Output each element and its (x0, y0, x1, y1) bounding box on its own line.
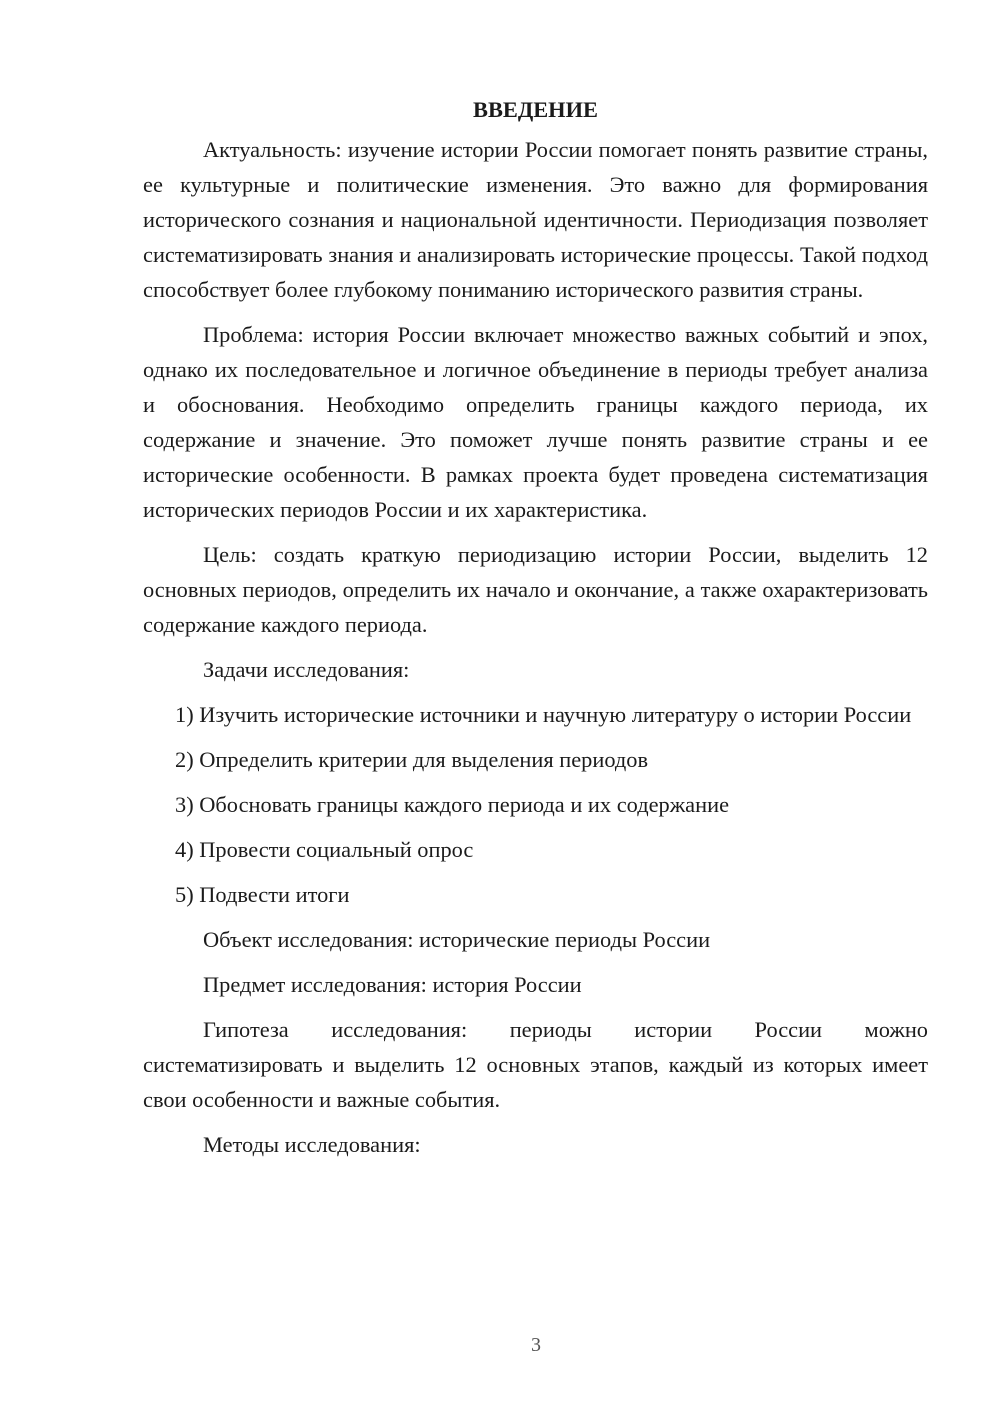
task-item-3: 3) Обосновать границы каждого периода и их содержание (175, 792, 730, 817)
goal-paragraph: Цель: создать краткую периодизацию истории России, выделить 12 основных периодов, определить их начало и окончание, а также охарактеризовать содержание каждого периода. (143, 542, 928, 637)
methods-heading: Методы исследования: (203, 1132, 421, 1157)
hypothesis-paragraph: Гипотеза исследования: периоды истории России можно систематизировать и выделить 12 основных этапов, каждый из которых имеет свои особенности и важные события. (143, 1017, 928, 1112)
section-title: ВВЕДЕНИЕ (473, 97, 598, 122)
problem-paragraph: Проблема: история России включает множество важных событий и эпох, однако их последовательное и логичное объединение в периоды требует анализа и обоснования. Необходимо определить границы каждого периода, их содержание и значение. Это поможет лучше понять развитие страны и ее исторические особенности. В рамках проекта будет проведена систематизация исторических периодов России и их характеристика. (143, 322, 928, 522)
task-item-5: 5) Подвести итоги (175, 882, 350, 907)
subject-paragraph: Предмет исследования: история России (203, 972, 582, 997)
object-paragraph: Объект исследования: исторические периоды России (203, 927, 711, 952)
page-body (143, 92, 928, 1172)
relevance-paragraph: Актуальность: изучение истории России помогает понять развитие страны, ее культурные и политические изменения. Это важно для формирования исторического сознания и национальной идентичности. Периодизация позволяет систематизировать знания и анализировать исторические процессы. Такой подход способствует более глубокому пониманию исторического развития страны. (143, 137, 928, 302)
task-item-1: 1) Изучить исторические источники и научную литературу о истории России (175, 702, 912, 727)
task-item-4: 4) Провести социальный опрос (175, 837, 474, 862)
task-item-2: 2) Определить критерии для выделения периодов (175, 747, 649, 772)
tasks-list (143, 697, 928, 912)
page-number: 3 (531, 1334, 541, 1356)
tasks-heading: Задачи исследования: (203, 657, 410, 682)
